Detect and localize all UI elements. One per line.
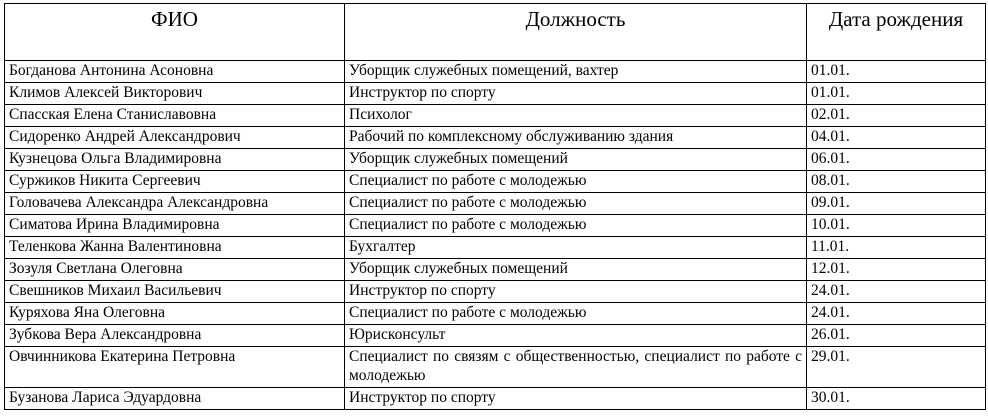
cell-birth-date: 04.01. xyxy=(807,127,986,149)
table-row xyxy=(5,171,986,193)
table-row xyxy=(5,83,986,105)
cell-name: Теленкова Жанна Валентиновна xyxy=(5,237,345,259)
cell-birth-date: 24.01. xyxy=(807,281,986,303)
cell-birth-date: 02.01. xyxy=(807,105,986,127)
table-row xyxy=(5,105,986,127)
cell-position: Уборщик служебных помещений, вахтер xyxy=(345,61,807,83)
table-row xyxy=(5,347,986,388)
cell-birth-date: 30.01. xyxy=(807,388,986,410)
table-row xyxy=(5,281,986,303)
cell-name: Куряхова Яна Олеговна xyxy=(5,303,345,325)
cell-name: Климов Алексей Викторович xyxy=(5,83,345,105)
cell-position: Специалист по связям с общественностью, специалист по работе с молодежью xyxy=(345,347,807,388)
cell-birth-date: 24.01. xyxy=(807,303,986,325)
cell-position: Специалист по работе с молодежью xyxy=(345,303,807,325)
cell-name: Кузнецова Ольга Владимировна xyxy=(5,149,345,171)
cell-position: Бухгалтер xyxy=(345,237,807,259)
cell-birth-date: 08.01. xyxy=(807,171,986,193)
table-row xyxy=(5,61,986,83)
cell-birth-date: 12.01. xyxy=(807,259,986,281)
table-row xyxy=(5,325,986,347)
table-row xyxy=(5,149,986,171)
cell-position: Инструктор по спорту xyxy=(345,388,807,410)
cell-name: Зозуля Светлана Олеговна xyxy=(5,259,345,281)
column-header-name: ФИО xyxy=(5,4,345,61)
cell-name: Суржиков Никита Сергеевич xyxy=(5,171,345,193)
column-header-position: Должность xyxy=(345,4,807,61)
cell-birth-date: 11.01. xyxy=(807,237,986,259)
column-header-birth-date: Дата рождения xyxy=(807,4,986,61)
cell-name: Бузанова Лариса Эдуардовна xyxy=(5,388,345,410)
cell-birth-date: 01.01. xyxy=(807,83,986,105)
cell-position: Юрисконсульт xyxy=(345,325,807,347)
cell-position: Инструктор по спорту xyxy=(345,83,807,105)
table-row xyxy=(5,388,986,410)
cell-birth-date: 01.01. xyxy=(807,61,986,83)
cell-name: Овчинникова Екатерина Петровна xyxy=(5,347,345,388)
cell-birth-date: 10.01. xyxy=(807,215,986,237)
cell-position: Специалист по работе с молодежью xyxy=(345,171,807,193)
table-row xyxy=(5,259,986,281)
cell-name: Симатова Ирина Владимировна xyxy=(5,215,345,237)
cell-name: Зубкова Вера Александровна xyxy=(5,325,345,347)
header-row xyxy=(5,4,986,61)
cell-name: Сидоренко Андрей Александрович xyxy=(5,127,345,149)
table-row xyxy=(5,303,986,325)
table-row xyxy=(5,237,986,259)
cell-position: Психолог xyxy=(345,105,807,127)
cell-birth-date: 09.01. xyxy=(807,193,986,215)
table-body xyxy=(5,61,986,410)
cell-position: Инструктор по спорту xyxy=(345,281,807,303)
staff-table xyxy=(4,3,986,410)
cell-name: Спасская Елена Станиславовна xyxy=(5,105,345,127)
cell-position: Уборщик служебных помещений xyxy=(345,149,807,171)
cell-position: Рабочий по комплексному обслуживанию здания xyxy=(345,127,807,149)
table-row xyxy=(5,215,986,237)
cell-birth-date: 06.01. xyxy=(807,149,986,171)
cell-position: Специалист по работе с молодежью xyxy=(345,193,807,215)
table-row xyxy=(5,193,986,215)
cell-birth-date: 26.01. xyxy=(807,325,986,347)
cell-name: Головачева Александра Александровна xyxy=(5,193,345,215)
table-row xyxy=(5,127,986,149)
cell-birth-date: 29.01. xyxy=(807,347,986,388)
table-header xyxy=(5,4,986,61)
cell-name: Свешников Михаил Васильевич xyxy=(5,281,345,303)
cell-name: Богданова Антонина Асоновна xyxy=(5,61,345,83)
staff-table-container xyxy=(4,3,986,410)
cell-position: Специалист по работе с молодежью xyxy=(345,215,807,237)
cell-position: Уборщик служебных помещений xyxy=(345,259,807,281)
